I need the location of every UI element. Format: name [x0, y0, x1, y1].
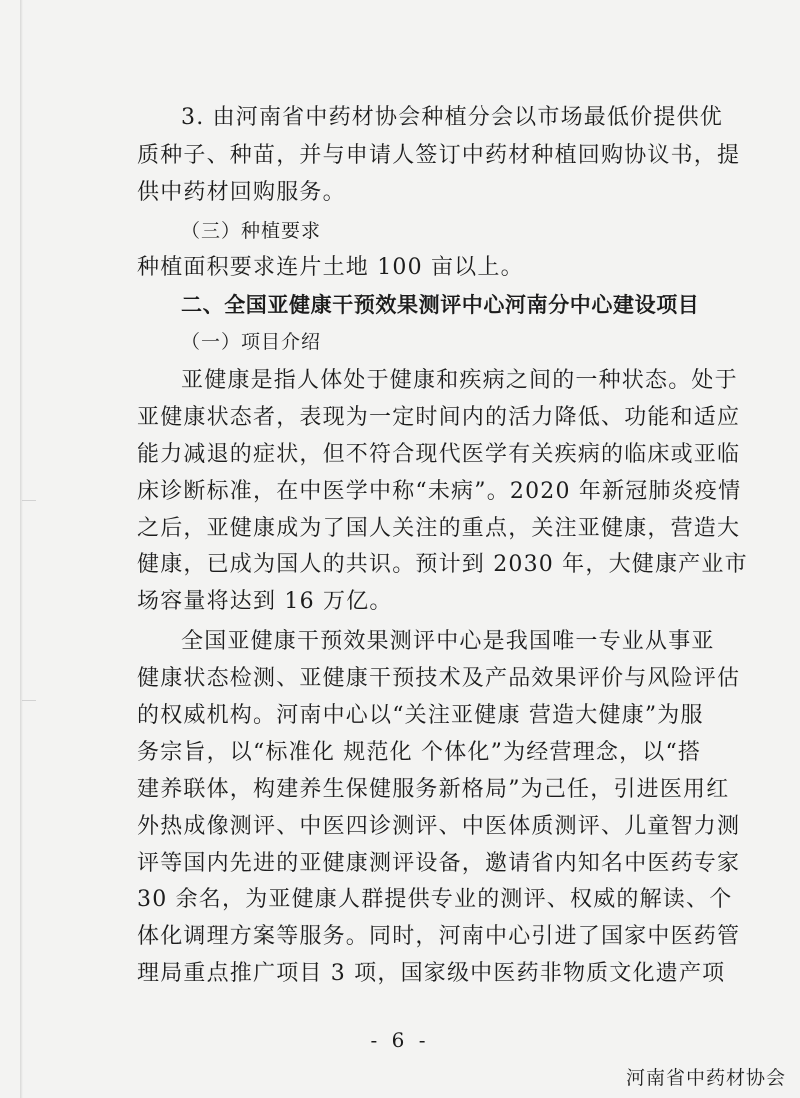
paragraph-line: 全国亚健康干预效果测评中心是我国唯一专业从事亚	[181, 629, 715, 654]
paragraph-line: 评等国内先进的亚健康测评设备，邀请省内知名中医药专家	[137, 851, 741, 876]
paragraph-line: 能力减退的症状，但不符合现代医学有关疾病的临床或亚临	[137, 442, 741, 467]
paragraph-line: 理局重点推广项目 3 项，国家级中医药非物质文化遗产项	[137, 961, 726, 986]
section-heading: 二、全国亚健康干预效果测评中心河南分中心建设项目	[181, 293, 700, 317]
paragraph-line: 30 余名，为亚健康人群提供专业的测评、权威的解读、个	[137, 887, 733, 912]
paragraph-line: 之后，亚健康成为了国人关注的重点，关注亚健康，营造大	[137, 516, 741, 541]
paragraph-line: 外热成像测评、中医四诊测评、中医体质测评、儿童智力测	[137, 814, 741, 839]
paragraph-line: 健康状态检测、亚健康干预技术及产品效果评价与风险评估	[137, 666, 741, 691]
paragraph-line: 床诊断标准，在中医学中称“未病”。2020 年新冠肺炎疫情	[137, 479, 742, 504]
paragraph-line: 的权威机构。河南中心以“关注亚健康 营造大健康”为服	[137, 703, 704, 728]
paragraph-line: 3. 由河南省中药材协会种植分会以市场最低价提供优	[181, 105, 723, 130]
paragraph-line: 务宗旨，以“标准化 规范化 个体化”为经营理念，以“搭	[137, 740, 702, 765]
scan-edge-shadow	[20, 0, 23, 1098]
footer-organization: 河南省中药材协会	[625, 1067, 786, 1089]
paragraph-line: 体化调理方案等服务。同时，河南中心引进了国家中医药管	[137, 924, 741, 949]
paragraph-line: 质种子、种苗，并与申请人签订中药材种植回购协议书，提	[137, 143, 741, 168]
subsection-heading: （一）项目介绍	[181, 331, 322, 353]
paragraph-line: 亚健康是指人体处于健康和疾病之间的一种状态。处于	[181, 368, 738, 393]
binding-mark	[22, 700, 36, 711]
paragraph-line: 建养联体，构建养生保健服务新格局”为己任，引进医用红	[137, 777, 730, 802]
paragraph-line: 场容量将达到 16 万亿。	[137, 589, 393, 614]
binding-mark	[22, 500, 36, 511]
subsection-heading: （三）种植要求	[181, 220, 322, 242]
paragraph-line: 供中药材回购服务。	[137, 180, 346, 205]
paragraph-line: 亚健康状态者，表现为一定时间内的活力降低、功能和适应	[137, 405, 741, 430]
paragraph-line: 健康，已成为国人的共识。预计到 2030 年，大健康产业市	[137, 552, 748, 577]
page-number: - 6 -	[370, 1028, 430, 1052]
paragraph-line: 种植面积要求连片土地 100 亩以上。	[137, 255, 524, 280]
